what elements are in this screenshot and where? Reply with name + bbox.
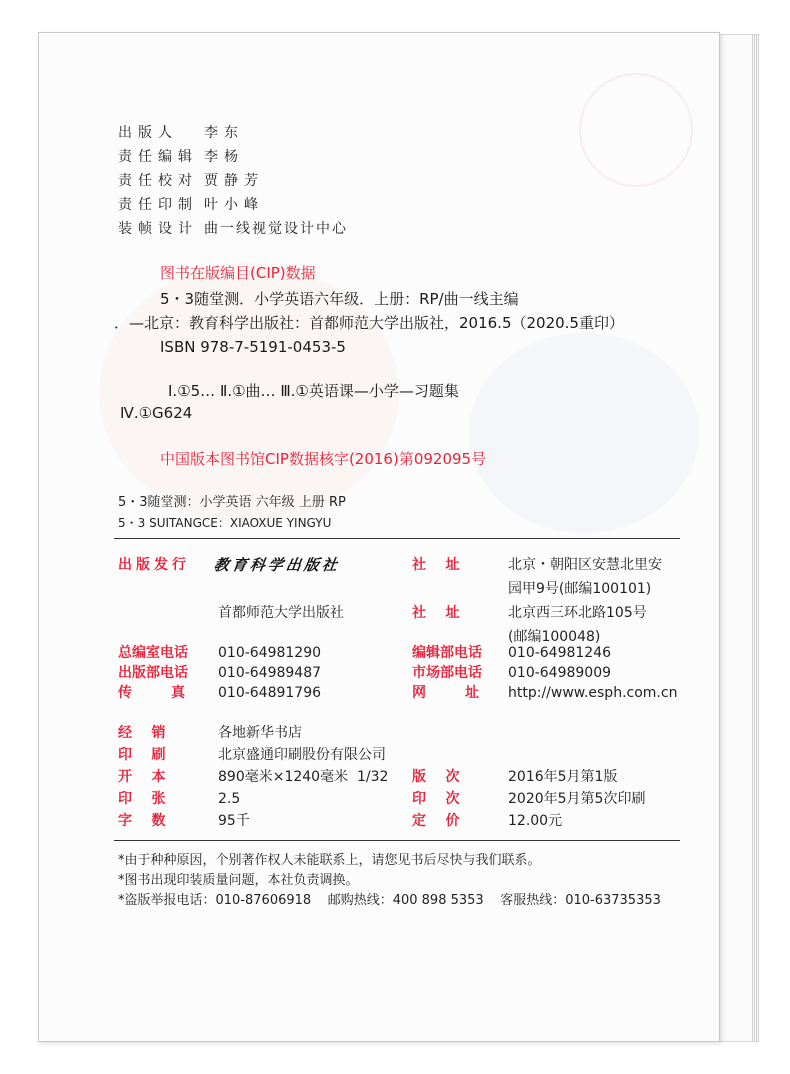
book-title: 5・3随堂测：小学英语 六年级 上册 RP: [118, 495, 346, 510]
address: 北京西三环北路105号: [508, 605, 647, 621]
spec-label: 版 次: [412, 769, 460, 785]
spec-label: 字 数: [118, 813, 166, 829]
spec-label: 印 刷: [118, 747, 166, 763]
spec-label: 经 销: [118, 725, 166, 741]
spec-value: 北京盛通印刷股份有限公司: [218, 747, 386, 763]
spec-value: 2016年5月第1版: [508, 769, 618, 785]
contact-value: 010-64891796: [218, 685, 322, 701]
book-title-pinyin: 5・3 SUITANGCE：XIAOXUE YINGYU: [118, 516, 332, 530]
cip-classification: Ⅳ.①G624: [120, 404, 193, 422]
contact-value: 010-64989487: [218, 665, 322, 681]
cip-classification: Ⅰ.①5… Ⅱ.①曲… Ⅲ.①英语课—小学—习题集: [168, 382, 459, 400]
contact-label: 编辑部电话: [412, 645, 482, 661]
credit-name: 李东: [204, 125, 244, 141]
cip-isbn: ISBN 978-7-5191-0453-5: [160, 338, 346, 356]
divider: [114, 538, 680, 539]
divider: [114, 840, 680, 841]
spec-label: 印 张: [118, 791, 166, 807]
contact-label: 网 址: [412, 685, 479, 701]
contact-label: 传 真: [118, 685, 185, 701]
contact-label: 市场部电话: [412, 665, 482, 681]
spec-label: 开 本: [118, 769, 166, 785]
cip-verification: 中国版本图书馆CIP数据核字(2016)第092095号: [160, 450, 487, 468]
spec-value: 各地新华书店: [218, 725, 302, 741]
cip-line: 5・3随堂测．小学英语六年级．上册：RP/曲一线主编: [160, 290, 519, 308]
spec-label: 印 次: [412, 791, 460, 807]
website: http://www.esph.com.cn: [508, 685, 678, 701]
credit-name: 曲一线视觉设计中心: [204, 221, 348, 237]
contact-label: 出版部电话: [118, 665, 188, 681]
credit-role: 出版人: [118, 125, 178, 141]
contact-label: 总编室电话: [118, 645, 188, 661]
credit-role: 责任印制: [118, 197, 198, 213]
show-through-graphic: [579, 73, 693, 187]
spec-value: 890毫米×1240毫米 1/32: [218, 769, 389, 785]
cip-heading: 图书在版编目(CIP)数据: [160, 264, 316, 282]
address: 北京・朝阳区安慧北里安: [508, 557, 662, 573]
credit-role: 责任编辑: [118, 149, 198, 165]
address-label: 社 址: [412, 557, 460, 573]
show-through-graphic: [469, 333, 699, 533]
credit-name: 贾静芳: [204, 173, 264, 189]
publisher-name: 首都师范大学出版社: [218, 605, 344, 621]
credit-name: 李杨: [204, 149, 244, 165]
price: 12.00元: [508, 813, 563, 829]
cip-line: ．—北京：教育科学出版社：首都师范大学出版社，2016.5（2020.5重印）: [114, 314, 624, 332]
contact-value: 010-64989009: [508, 665, 612, 681]
contact-value: 010-64981290: [218, 645, 322, 661]
address-label: 社 址: [412, 605, 460, 621]
credit-name: 叶小峰: [204, 197, 264, 213]
address: (邮编100048): [508, 629, 601, 645]
credit-role: 责任校对: [118, 173, 198, 189]
publisher-logo: 教育科学出版社: [212, 556, 342, 574]
address: 园甲9号(邮编100101): [508, 581, 652, 597]
spec-value: 2.5: [218, 791, 241, 807]
note: *图书出现印装质量问题，本社负责调换。: [118, 873, 359, 888]
note: *盗版举报电话：010-87606918 邮购热线：400 898 5353 客服热线：010-63735353: [118, 893, 661, 908]
contact-value: 010-64981246: [508, 645, 612, 661]
publishing-label: 出版发行: [118, 557, 190, 573]
spec-value: 2020年5月第5次印刷: [508, 791, 646, 807]
spec-label: 定 价: [412, 813, 460, 829]
spec-value: 95千: [218, 813, 250, 829]
note: *由于种种原因，个别著作权人未能联系上，请您见书后尽快与我们联系。: [118, 853, 541, 868]
credit-role: 装帧设计: [118, 221, 198, 237]
